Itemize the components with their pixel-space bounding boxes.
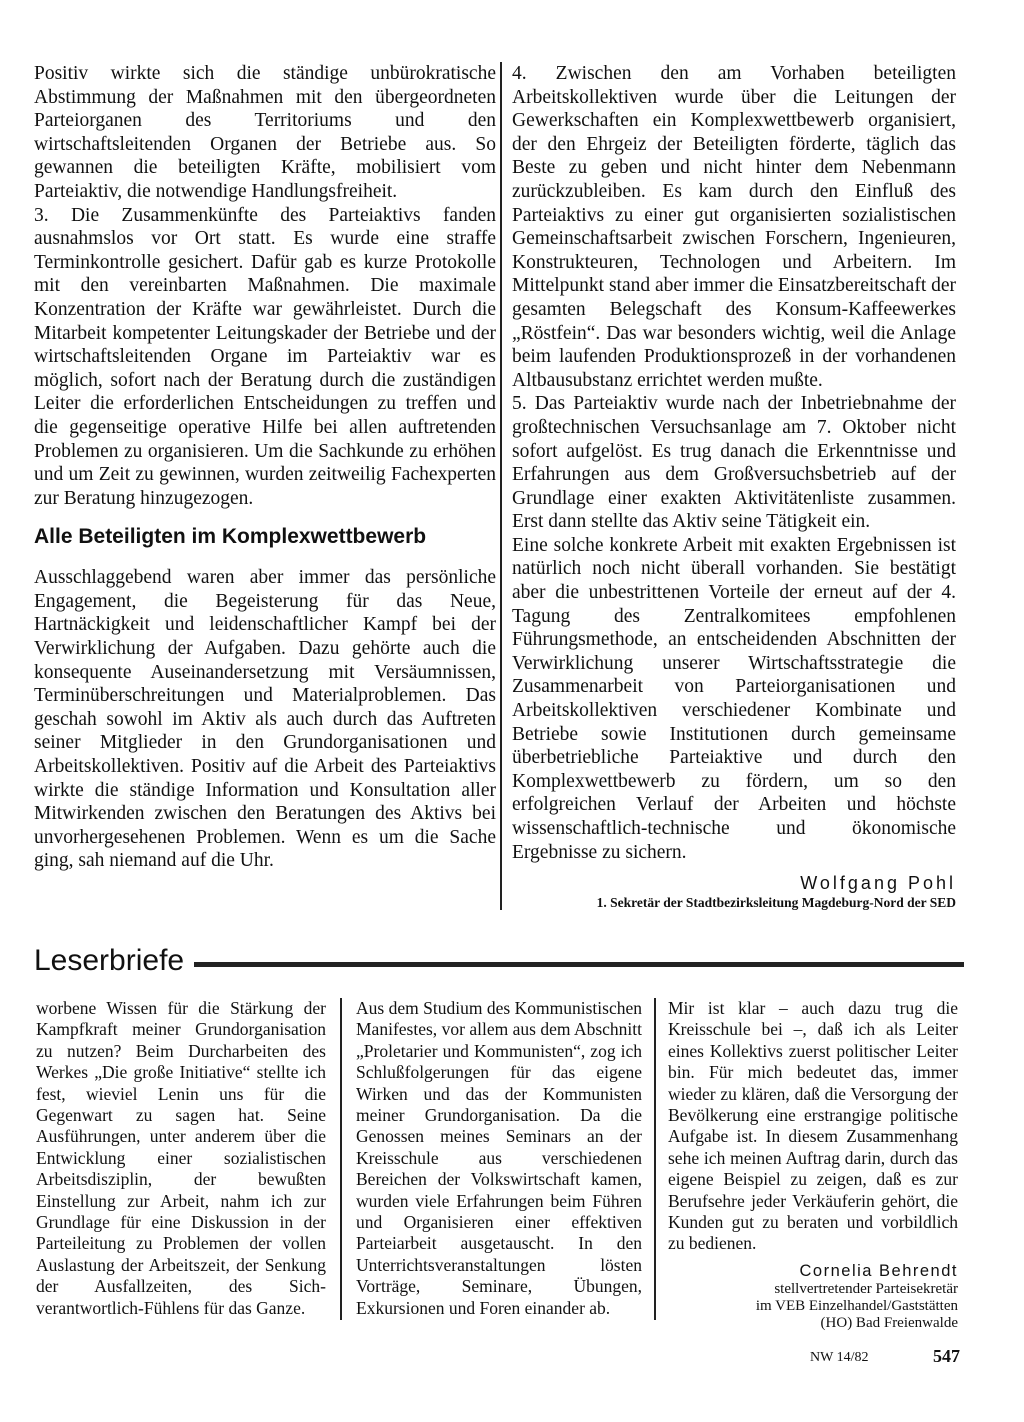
column-divider [654, 998, 656, 1320]
article-left-column [34, 62, 496, 873]
letter-author-role-line: stellvertretender Parteisekretär [774, 1280, 958, 1297]
article-paragraph: Positiv wirkte sich die ständige unbürokratische Abstimmung der Maßnahmen mit den übergeordneten Parteiorganen des Territoriums und den wirtschaftsleitenden Organen der Betriebe aus. So gewannen die beteiligten Kräfte, mobilisiert vom Parteiaktiv, die notwendige Handlungsfreiheit. [34, 63, 496, 202]
letter-paragraph: worbene Wissen für die Stärkung der Kampfkraft meiner Grundorganisation zu nutzen? Beim Durcharbeiten des Werkes „Die große Initiative“ stellte ich fest, wieviel Lenin uns für die Gegenwart zu sagen hat. Seine Ausführungen, unter anderem über die Entwicklung einer sozialistischen Arbeitsdisziplin, der bewußten Einstellung zur Arbeit, nahm ich zur Grundlage für eine Diskussion in der Parteileitung zu Problemen der vollen Auslastung der Arbeitszeit, der Senkung der Ausfallzeiten, des Sich-verantwortlich-Fühlens für das Ganze. [36, 998, 326, 1318]
article-author-role: 1. Sekretär der Stadtbezirksleitung Magdeburg-Nord der SED [596, 895, 956, 911]
issue-label: NW 14/82 [810, 1350, 869, 1365]
column-divider [340, 998, 342, 1320]
page-number: 547 [933, 1346, 960, 1366]
article-paragraph: 3. Die Zusammenkünfte des Parteiaktivs fanden ausnahmslos vor Ort statt. Es wurde eine straffe Terminkontrolle gesichert. Dafür gab es kurze Protokolle mit den vereinbarten Maßnahmen. Die maximale Konzentration der Kräfte war gewährleistet. Durch die Mitarbeit kompetenter Leitungskader der Betriebe und der wirtschaftsleitenden Organe im Parteiaktiv war es möglich, sofort nach der Beratung durch die zuständigen Leiter die erforderlichen Entscheidungen zu treffen und die gegenseitige operative Hilfe bei allen auftretenden Problemen zu organisieren. Um die Sachkunde zu erhöhen und um Zeit zu gewinnen, wurden zeitweilig Fachexperten zur Beratung hinzugezogen. [34, 204, 496, 509]
letters-column-2 [356, 998, 642, 1319]
letters-column-3 [668, 998, 958, 1332]
letters-section-header [34, 944, 964, 980]
letter-paragraph: Aus dem Studium des Kommunistischen Manifestes, vor allem aus dem Abschnitt „Proletarier und Kommunisten“, zog ich Schlußfolgerungen für das eigene Wirken und das der Kommunisten meiner Grundorganisation. Da die Genossen meines Seminars an der Kreisschule aus verschiedenen Bereichen der Volkswirtschaft kamen, wurden viele Erfahrungen beim Führen und Organisieren einer effektiven Parteiarbeit ausgetauscht. In den Unterrichtsveranstaltungen lösten Vorträge, Seminare, Übungen, Exkursionen und Foren einander ab. [356, 998, 642, 1318]
letter-author-role-line: im VEB Einzelhandel/Gaststätten [755, 1297, 958, 1314]
letter-paragraph: Mir ist klar – auch dazu trug die Kreisschule bei –, daß ich als Leiter eines Kollektivs zuerst politischer Leiter bin. Für mich bedeutet das, immer wieder zu klären, daß die Versorgung der Bevölkerung eine erstrangige politische Aufgabe ist. In diesem Zusammenhang sehe ich meinen Auftrag darin, durch das eigene Beispiel zu zeigen, daß es zur Berufsehre jeder Verkäuferin gehört, die Kunden gut zu beraten und vorbildlich zu bedienen. [668, 998, 958, 1254]
article-paragraph: 5. Das Parteiaktiv wurde nach der Inbetriebnahme der großtechnischen Versuchsanlage am 7. Oktober nicht sofort aufgelöst. Es trug danach die Erkenntnisse und Erfahrungen aus dem Großversuchsbetrieb auf der Grundlage einer exakten Aktivitätenliste zusammen. Erst dann stellte das Aktiv seine Tätigkeit ein. [512, 393, 956, 533]
letter-author-role-line: (HO) Bad Freienwalde [820, 1314, 958, 1331]
column-divider [500, 62, 502, 910]
page-footer [810, 1346, 960, 1370]
section-heading: Alle Beteiligten im Komplexwettbewerb [34, 525, 427, 549]
section-rule [194, 962, 964, 967]
article-paragraph: Ausschlaggebend waren aber immer das persönliche Engagement, die Begeisterung für das Neue, Hartnäckigkeit und leidenschaftlicher Kampf bei der Verwirklichung der Aufgaben. Dazu gehörte auch die konsequente Auseinandersetzung mit Versäumnissen, Terminüberschreitungen und Materialproblemen. Das geschah sowohl im Aktiv als auch durch das Auftreten seiner Mitglieder in den Grundorganisationen und Arbeitskollektiven. Positiv auf die Arbeit des Parteiaktivs wirkte die ständige Information und Konsultation aller Mitwirkenden zwischen den Beratungen des Aktivs bei unvorhergesehenen Problemen. Wenn es um die Sache ging, sah niemand auf die Uhr. [34, 567, 496, 872]
article-paragraph: 4. Zwischen den am Vorhaben beteiligten Arbeitskollektiven wurde über die Leitungen der Gewerkschaften ein Komplexwettbewerb organisiert, der den Ehrgeiz der Beteiligten förderte, täglich das Beste zu geben und nicht hinter dem Nebenmann zurückzubleiben. Es kam durch den Einfluß des Parteiaktivs zu einer gut organisierten sozialistischen Gemeinschaftsarbeit zwischen Forschern, Ingenieuren, Konstrukteuren, Technologen und Arbeitern. Im Mittelpunkt stand aber immer die Einsatzbereitschaft der gesamten Belegschaft des Konsum-Kaffeewerkes „Röstfein“. Das war besonders wichtig, weil die Anlage beim laufenden Produktionsprozeß in der vorhandenen Altbausubstanz errichtet werden mußte. [512, 63, 957, 391]
letter-author: Cornelia Behrendt [799, 1261, 958, 1280]
article-right-column [512, 62, 956, 911]
article-paragraph: Eine solche konkrete Arbeit mit exakten Ergebnissen ist natürlich noch nicht überall vorhanden. Sie bestätigt aber die unbestrittenen Vorteile der erneut auf der 4. Tagung des Zentralkomitees empfohlenen Führungsmethode, an entscheidenden Abschnitten der Verwirklichung unserer Wirtschaftsstrategie die Zusammenarbeit von Parteiorganisationen und Arbeitskollektiven verschiedener Kombinate und Betriebe sowie Institutionen durch gemeinsame überbetriebliche Parteiaktive und durch den Komplexwettbewerb zu fördern, um so den erfolgreichen Verlauf der Arbeiten und höchste wissenschaftlich-technische und ökonomische Ergebnisse zu sichern. [512, 534, 956, 863]
letters-section-title: Leserbriefe [34, 944, 185, 977]
article-author: Wolfgang Pohl [800, 873, 956, 894]
letters-column-1 [36, 998, 326, 1319]
